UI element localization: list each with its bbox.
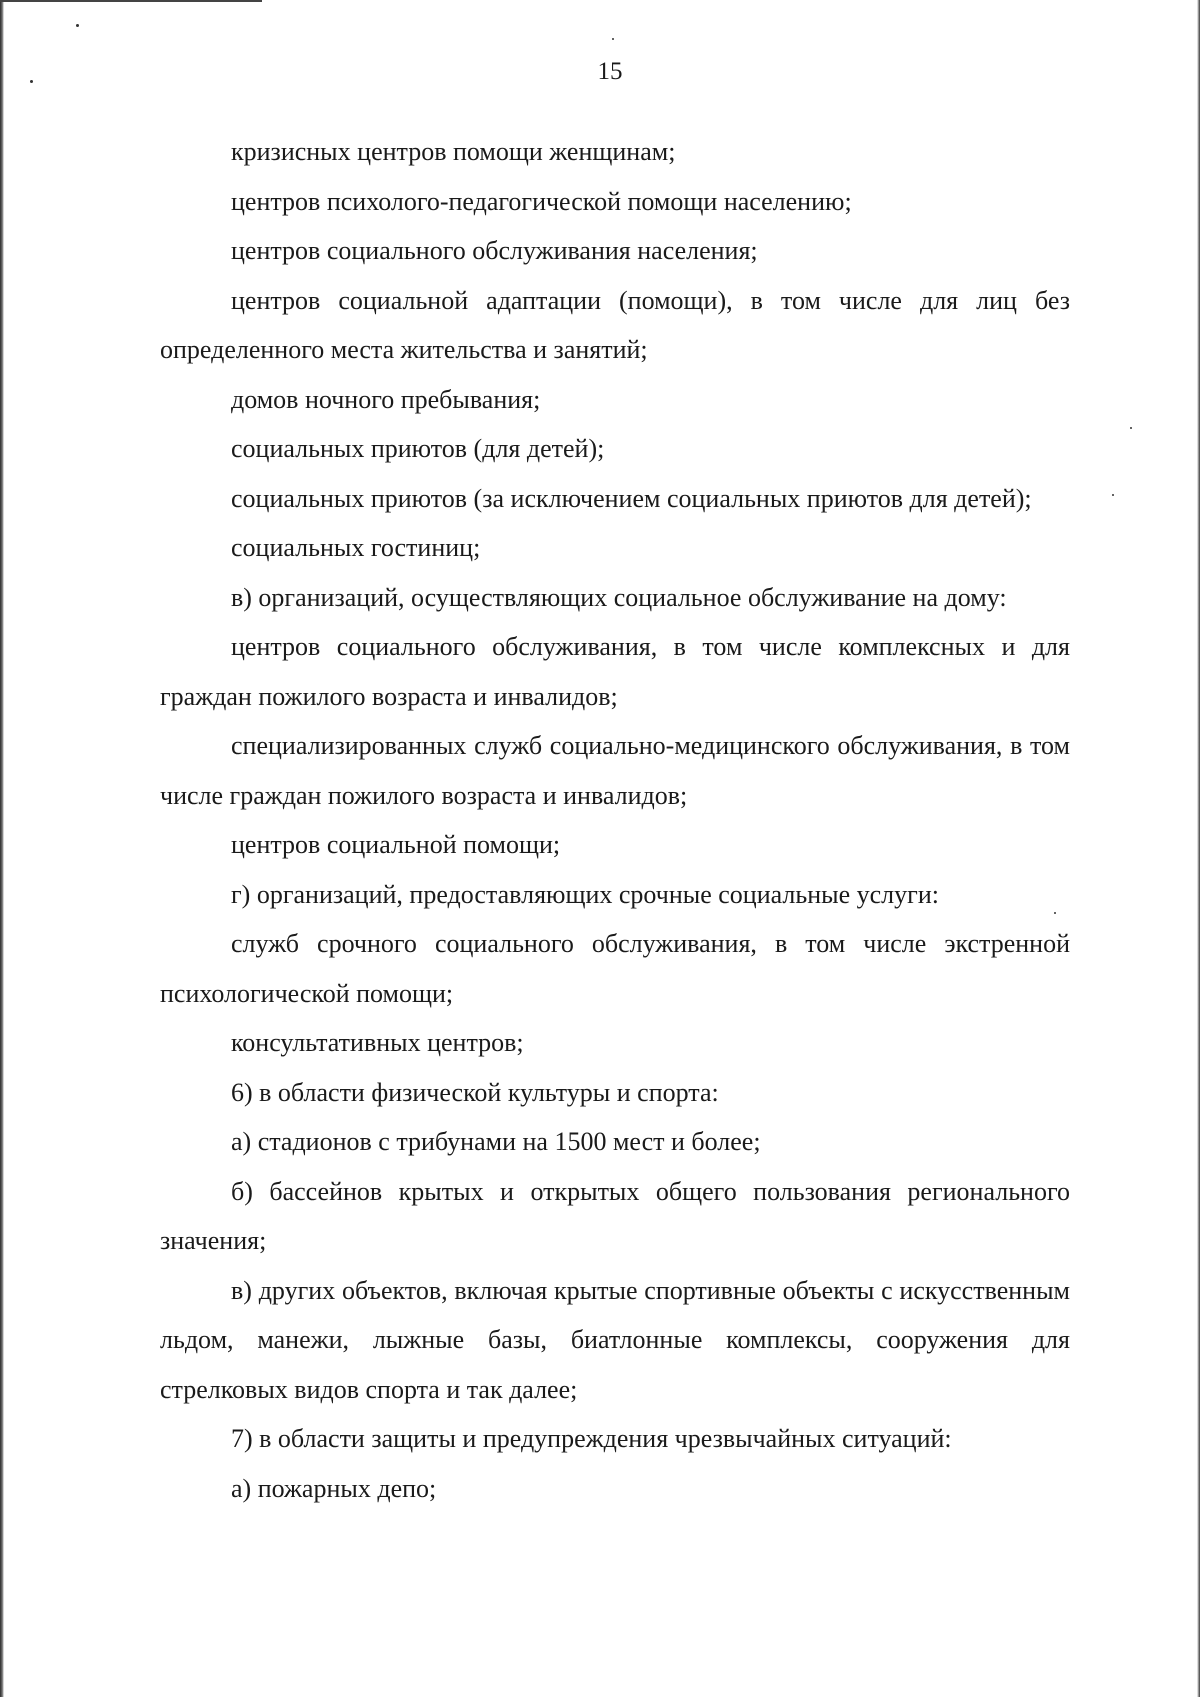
paragraph: в) организаций, осуществляющих социальное обслуживание на дому: bbox=[231, 582, 1007, 612]
paragraph: 7) в области защиты и предупреждения чрезвычайных ситуаций: bbox=[231, 1424, 952, 1453]
paragraph: центров социального обслуживания, в том числе комплексных и для граждан пожилого возраста и инвалидов; bbox=[160, 632, 1070, 711]
paragraph: б) бассейнов крытых и открытых общего пользования регионального значения; bbox=[160, 1176, 1070, 1255]
paragraph: г) организаций, предоставляющих срочные социальные услуги: bbox=[231, 879, 939, 909]
paragraph: а) стадионов с трибунами на 1500 мест и более; bbox=[231, 1127, 761, 1156]
page-number: 15 bbox=[597, 58, 623, 85]
scan-speck bbox=[76, 24, 79, 27]
paragraph: центров психолого-педагогической помощи населению; bbox=[231, 186, 852, 216]
scan-edge-top bbox=[0, 0, 262, 2]
paragraph: социальных приютов (для детей); bbox=[231, 434, 605, 463]
paragraph: 6) в области физической культуры и спорта: bbox=[231, 1077, 719, 1107]
paragraph: центров социального обслуживания населения; bbox=[231, 236, 758, 265]
document-body bbox=[160, 127, 1070, 1513]
paragraph: центров социальной адаптации (помощи), в том числе для лиц без определенного места жительства и занятий; bbox=[160, 285, 1070, 364]
paragraph: служб срочного социального обслуживания, в том числе экстренной психологической помощи; bbox=[160, 929, 1070, 1008]
scan-speck bbox=[1130, 427, 1132, 429]
paragraph: домов ночного пребывания; bbox=[231, 384, 541, 414]
paragraph: в) других объектов, включая крытые спортивные объекты с искусственным льдом, манежи, лыжные базы, биатлонные комплексы, сооружения для стрелковых видов спорта и так далее; bbox=[160, 1275, 1070, 1404]
scan-speck bbox=[30, 80, 33, 83]
paragraph: социальных приютов (за исключением социальных приютов для детей); bbox=[231, 483, 1032, 513]
paragraph: центров социальной помощи; bbox=[231, 830, 561, 859]
paragraph: специализированных служб социально-медицинского обслуживания, в том числе граждан пожилого возраста и инвалидов; bbox=[160, 731, 1070, 810]
paragraph: социальных гостиниц; bbox=[231, 533, 481, 562]
paragraph: кризисных центров помощи женщинам; bbox=[231, 137, 676, 166]
scan-speck bbox=[612, 38, 614, 40]
scan-speck bbox=[1112, 494, 1114, 496]
paragraph: а) пожарных депо; bbox=[231, 1473, 437, 1503]
paragraph: консультативных центров; bbox=[231, 1028, 524, 1057]
scan-edge-left bbox=[0, 0, 4, 1697]
